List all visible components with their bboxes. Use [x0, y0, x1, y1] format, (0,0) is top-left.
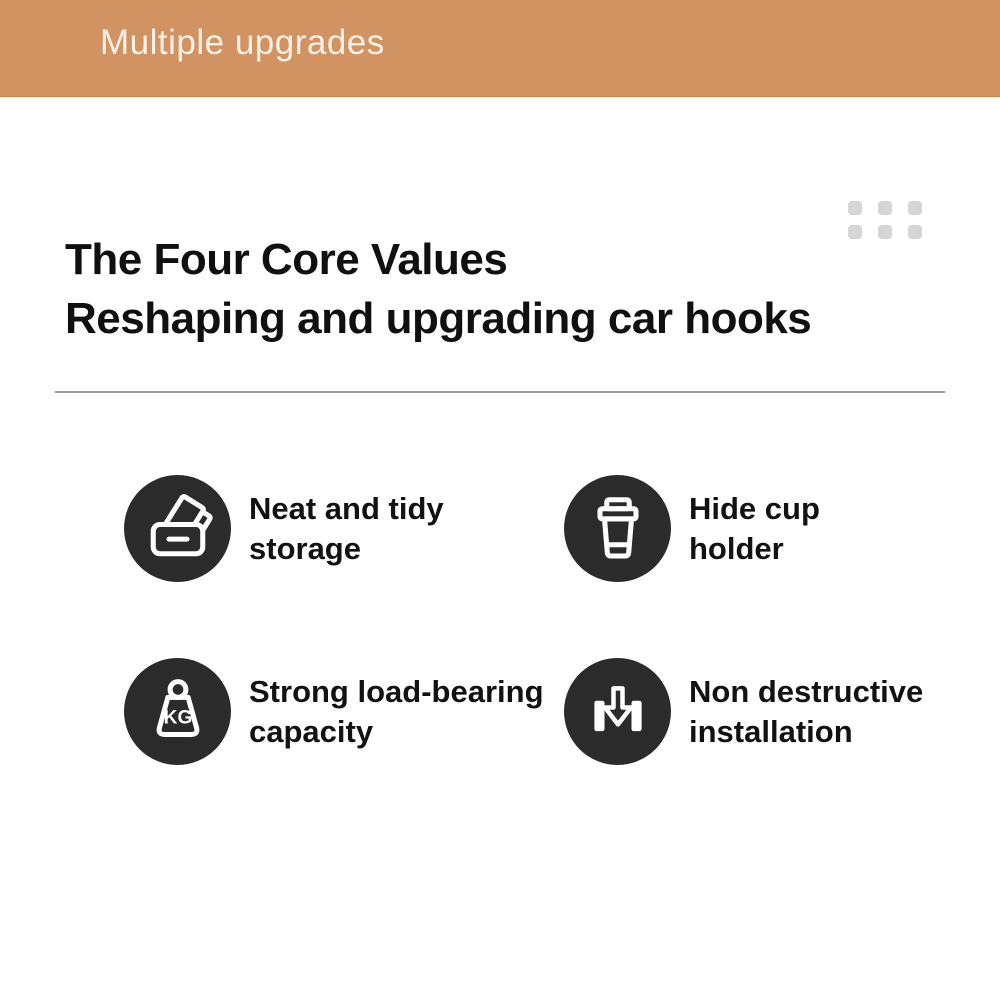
feature-label-line: Hide cup — [689, 490, 820, 526]
feature-non-destructive — [564, 658, 964, 765]
features-grid — [124, 475, 964, 765]
banner-title: Multiple upgrades — [100, 23, 385, 62]
feature-hide-cup-holder — [564, 475, 964, 582]
dot — [878, 201, 892, 215]
feature-label — [689, 489, 820, 569]
feature-label-line: holder — [689, 530, 784, 566]
feature-label-line: Neat and tidy — [249, 490, 444, 526]
kg-icon-text: KG — [163, 706, 192, 728]
feature-label — [249, 489, 444, 569]
divider — [55, 391, 945, 393]
dot — [848, 201, 862, 215]
down-arrow-install-icon — [564, 658, 671, 765]
feature-label-line: capacity — [249, 713, 374, 749]
title-line-1: The Four Core Values — [65, 235, 508, 284]
feature-label-line: storage — [249, 530, 361, 566]
dots-decoration — [848, 201, 922, 239]
dot — [848, 225, 862, 239]
feature-label-line: Strong load-bearing — [249, 673, 544, 709]
feature-label-line: installation — [689, 713, 853, 749]
feature-load-bearing — [124, 658, 564, 765]
page-title — [65, 230, 811, 348]
dot — [908, 201, 922, 215]
kg-weight-icon — [124, 658, 231, 765]
dot — [908, 225, 922, 239]
banner — [0, 0, 1000, 97]
feature-label-line: Non destructive — [689, 673, 924, 709]
dot — [878, 225, 892, 239]
coffee-cup-icon — [564, 475, 671, 582]
feature-neat-storage — [124, 475, 564, 582]
feature-label — [249, 672, 544, 752]
storage-box-icon — [124, 475, 231, 582]
feature-label — [689, 672, 923, 752]
title-line-2: Reshaping and upgrading car hooks — [65, 294, 812, 343]
